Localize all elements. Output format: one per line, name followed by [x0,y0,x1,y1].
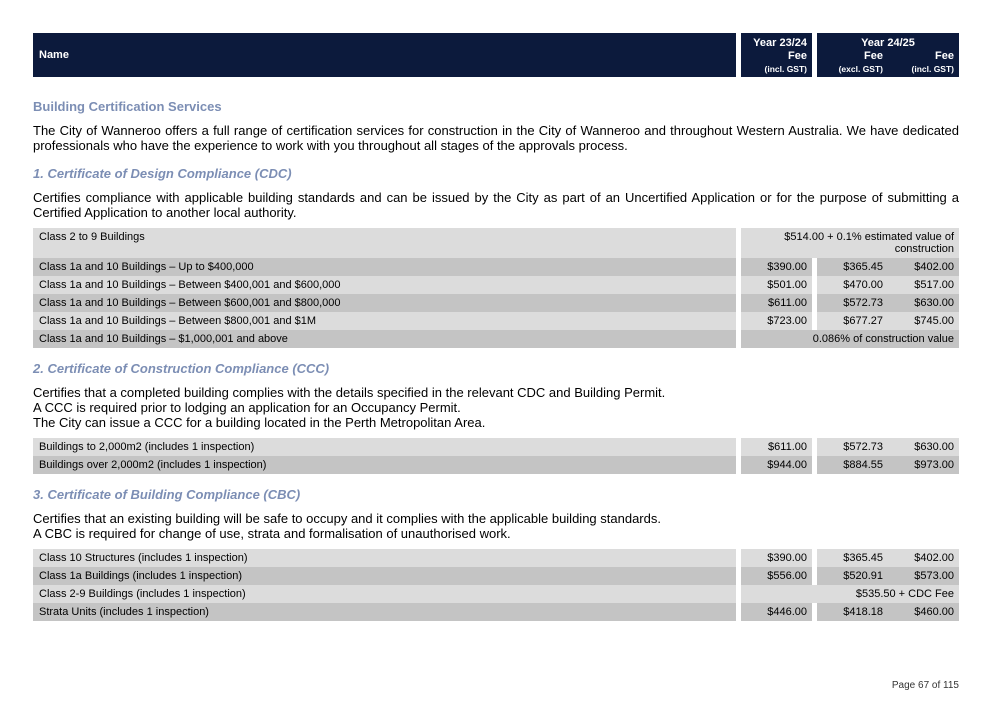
fee-schedule-page [33,33,959,618]
header-year1-label: Year 23/24 [753,37,807,49]
row-merged-fee: 0.086% of construction value [812,333,954,345]
cbc-title: 3. Certificate of Building Compliance (CBC) [33,487,301,502]
ccc-title: 2. Certificate of Construction Compliance (CCC) [33,361,330,376]
fee-2425-excl: $365.45 [843,552,883,564]
row-merged-fee: $514.00 + 0.1% estimated value of construction [784,231,954,255]
fee-2324: $611.00 [768,441,807,453]
header-year1-fee: Fee [788,50,807,62]
fee-2425-excl: $884.55 [843,459,883,471]
fee-2425-incl: $402.00 [914,552,954,564]
row-merged-fee: $535.50 + CDC Fee [855,588,954,600]
table-row [33,456,959,474]
header-year2-cell [817,33,959,77]
header-year2-gst-incl: (incl. GST) [911,64,954,74]
page-number: Page 67 of 115 [891,680,959,691]
table-row [33,258,959,276]
ccc-line-2: A CCC is required prior to lodging an application for an Occupancy Permit. [33,400,461,415]
header-year1-gst: (incl. GST) [764,64,807,74]
row-name: Class 1a and 10 Buildings – Between $800,001 and $1M [39,315,317,327]
fee-2324: $390.00 [767,552,807,564]
header-year2-label: Year 24/25 [861,37,915,49]
fee-2425-excl: $677.27 [843,315,883,327]
cdc-description: Certifies compliance with applicable building standards and can be issued by the City as part of an Uncertified Application or for the purpose of submitting a Certified Application to another local authority. [33,190,959,220]
table-row [33,312,959,330]
fee-2425-incl: $517.00 [914,279,954,291]
row-name: Class 1a and 10 Buildings – Between $600,001 and $800,000 [39,297,341,309]
ccc-table [33,438,959,474]
header-name-cell [33,33,736,77]
cbc-table [33,549,959,621]
cbc-line-1: Certifies that an existing building will be safe to occupy and it complies with the applicable building standards. [33,511,661,526]
fee-2425-incl: $460.00 [914,606,954,618]
cdc-table [33,228,959,348]
table-row [33,603,959,621]
ccc-line-3: The City can issue a CCC for a building located in the Perth Metropolitan Area. [33,415,486,430]
row-name: Class 1a and 10 Buildings – Up to $400,000 [39,261,254,273]
table-row [33,330,959,348]
table-row [33,294,959,312]
table-row [33,276,959,294]
cbc-description [33,511,959,541]
row-name: Class 1a and 10 Buildings – $1,000,001 and above [39,333,288,345]
fee-2425-excl: $470.00 [843,279,883,291]
row-name: Class 2-9 Buildings (includes 1 inspection) [39,588,246,600]
row-name: Class 1a and 10 Buildings – Between $400,001 and $600,000 [39,279,341,291]
fee-2425-incl: $630.00 [914,297,954,309]
table-header [33,33,959,77]
fee-2425-incl: $630.00 [914,441,954,453]
fee-2324: $556.00 [767,570,807,582]
fee-2324: $501.00 [767,279,807,291]
fee-2425-incl: $973.00 [914,459,954,471]
header-name-label: Name [39,49,69,61]
row-name: Class 2 to 9 Buildings [39,231,145,243]
table-row [33,549,959,567]
table-row [33,567,959,585]
cbc-line-2: A CBC is required for change of use, strata and formalisation of unauthorised work. [33,526,511,541]
section-intro: The City of Wanneroo offers a full range of certification services for construction in the City of Wanneroo and throughout Western Australia. We have dedicated professionals who have the experience to work with you throughout all stages of the approvals process. [33,123,959,153]
row-name: Class 10 Structures (includes 1 inspection) [39,552,248,564]
header-year2-fee-incl: Fee [935,50,954,62]
fee-2425-incl: $573.00 [914,570,954,582]
fee-2324: $390.00 [767,261,807,273]
header-year2-fee-excl: Fee [864,50,883,62]
row-name: Strata Units (includes 1 inspection) [39,606,209,618]
fee-2324: $611.00 [768,297,807,309]
ccc-line-1: Certifies that a completed building complies with the details specified in the relevant CDC and Building Permit. [33,385,666,400]
fee-2425-incl: $745.00 [914,315,954,327]
fee-2425-excl: $520.91 [843,570,883,582]
section-title: Building Certification Services [33,99,222,114]
header-year1-cell [741,33,812,77]
fee-2324: $944.00 [767,459,807,471]
row-name: Buildings over 2,000m2 (includes 1 inspection) [39,459,267,471]
fee-2324: $446.00 [767,606,807,618]
table-row [33,228,959,258]
fee-2425-incl: $402.00 [914,261,954,273]
fee-2425-excl: $572.73 [843,297,883,309]
table-row [33,585,959,603]
row-name: Class 1a Buildings (includes 1 inspection) [39,570,242,582]
fee-2425-excl: $418.18 [843,606,883,618]
ccc-description [33,385,959,430]
table-row [33,438,959,456]
fee-2425-excl: $572.73 [843,441,883,453]
header-year2-gst-excl: (excl. GST) [838,64,883,74]
fee-2425-excl: $365.45 [843,261,883,273]
fee-2324: $723.00 [767,315,807,327]
row-name: Buildings to 2,000m2 (includes 1 inspection) [39,441,255,453]
cdc-title: 1. Certificate of Design Compliance (CDC) [33,166,292,181]
